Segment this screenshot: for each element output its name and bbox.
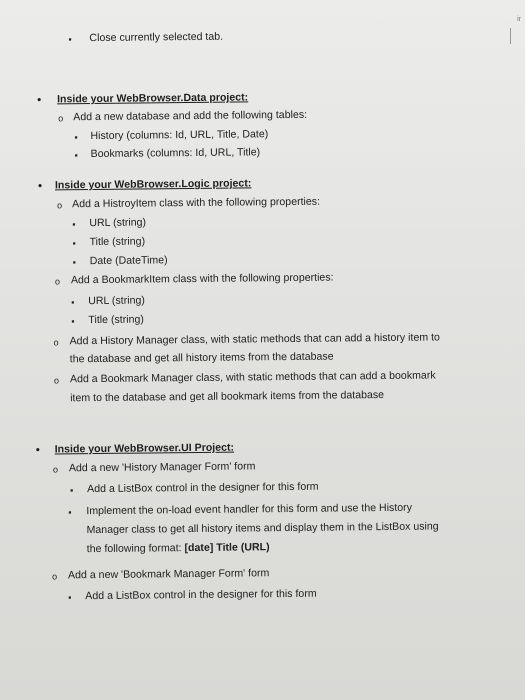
square-bullet-icon: ▪	[68, 592, 72, 603]
square-bullet-icon: ▪	[74, 132, 78, 143]
text-line: URL (string)	[89, 216, 147, 230]
edge-text: ir	[517, 16, 521, 23]
text-line: Add a ListBox control in the designer for this form	[87, 480, 319, 496]
text-line: Add a ListBox control in the designer for this form	[85, 587, 317, 603]
circle-bullet-icon: o	[52, 464, 58, 475]
text-line: the database and get all history items from the database	[69, 350, 334, 366]
text-line: URL (string)	[88, 294, 145, 308]
circle-bullet-icon: o	[54, 276, 61, 287]
square-bullet-icon: ▪	[70, 485, 74, 496]
dot-bullet-icon: •	[36, 92, 42, 107]
text-line: Title (string)	[88, 313, 144, 327]
square-bullet-icon: ▪	[68, 507, 72, 518]
circle-bullet-icon: o	[51, 571, 58, 582]
text-line: Title (string)	[89, 235, 146, 249]
square-bullet-icon: ▪	[72, 238, 76, 249]
square-bullet-icon: ▪	[74, 150, 78, 161]
text-line: Add a new 'History Manager Form' form	[68, 460, 256, 475]
square-bullet-icon: ▪	[71, 297, 75, 308]
circle-bullet-icon: o	[57, 200, 63, 211]
format-pattern: [date] Title (URL)	[184, 541, 270, 555]
format-label: the following format:	[86, 542, 185, 556]
text-line: Add a new 'Bookmark Manager Form' form	[67, 567, 270, 582]
circle-bullet-icon: o	[53, 337, 59, 348]
dot-bullet-icon: •	[37, 178, 43, 193]
square-bullet-icon: ▪	[72, 257, 77, 268]
text-line: Bookmarks (columns: Id, URL, Title)	[90, 146, 261, 161]
section-heading-data: Inside your WebBrowser.Data project:	[56, 91, 249, 106]
text-line: Implement the on-load event handler for this form and use the History	[86, 501, 413, 518]
text-line: Add a HistroyItem class with the following properties:	[72, 195, 321, 211]
square-bullet-icon: ▪	[72, 219, 76, 230]
circle-bullet-icon: o	[58, 113, 64, 124]
square-bullet-icon: ▪	[68, 34, 72, 45]
text-line: Close currently selected tab.	[89, 30, 224, 45]
text-line: Manager class to get all history items and display them in the ListBox using	[86, 520, 439, 537]
text-line: item to the database and get all bookmark items from the database	[70, 389, 385, 405]
text-line: Add a Bookmark Manager class, with static methods that can add a bookmark	[69, 369, 436, 386]
text-line	[87, 540, 270, 556]
circle-bullet-icon: o	[53, 375, 60, 386]
text-line: History (columns: Id, URL, Title, Date)	[90, 128, 269, 143]
square-bullet-icon: ▪	[71, 316, 75, 327]
text-line: Add a BookmarkItem class with the following properties:	[70, 271, 334, 287]
text-line: Add a History Manager class, with static methods that can add a history item to	[69, 331, 440, 348]
text-line: Add a new database and add the following tables:	[73, 108, 308, 124]
section-heading-logic: Inside your WebBrowser.Logic project:	[54, 177, 252, 192]
dot-bullet-icon: •	[35, 442, 40, 457]
section-heading-ui: Inside your WebBrowser.UI Project:	[54, 441, 235, 456]
text-line: Date (DateTime)	[89, 254, 168, 268]
